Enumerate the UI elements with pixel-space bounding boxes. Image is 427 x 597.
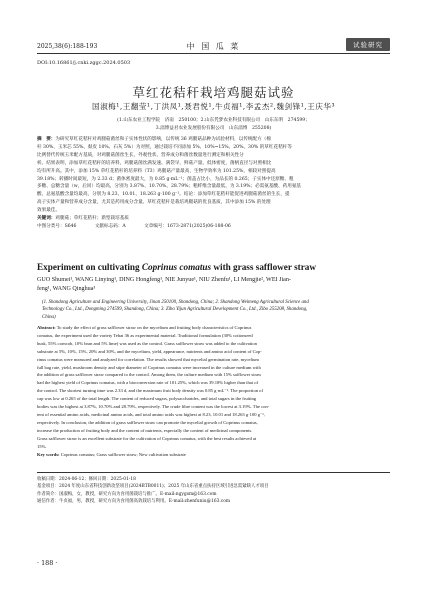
abstract-en-line: substrate at 5%, 10%, 15%, 20% and 30%, and the mycelium, yield, appearance, nutrients and amino acid content of Cop-	[37, 348, 262, 354]
abstract-en-label: Abstract:	[37, 325, 56, 330]
abstract-cn-line: 为研究草红花秸秆对鸡腿菇菌丝和子实体性状的影响，以传统 36 鸡腿菇品种为试验材料，以传统配方（棉	[55, 137, 271, 142]
title-en-prefix: Experiment on cultivating	[37, 262, 142, 272]
abstract-en	[37, 324, 390, 458]
abstract-en-line: rinus comatus were measured and analyzed for correlation. The results showed that mycelial germination rate, mycelium	[37, 356, 259, 362]
abstract-cn-line: 39.18%；转播时间最短，为 2.33 d；菌体密度最大，为 0.85 g·mL⁻¹；菌盖占比小，为品长的 0.265；子实体中还原糖、粗	[37, 176, 294, 182]
footnote-funding: 基金项目：2024 年度山东省科技创新攻坚项目(2024BTB0011)；2025 年山东省重点扶持区域引进急需紧缺人才项目	[37, 484, 269, 490]
abstract-en-line: tent of essential amino acids, medicinal amino acids, and total amino acids was highest at 8.23, 10.01 and 18.263 g·100 g⁻¹,	[37, 411, 265, 417]
abstract-cn-line: 均有所升高。其中，添加 15% 草红花秸秆的培养料（T3）鸡腿菇产量最高，生物学效率为 101.25%，相较对照提高	[37, 168, 276, 174]
abstract-cn-line: 析。结果表明，添加草红花秸秆的培养料，鸡腿菇菌丝满发速、满袋早，鲜菇产量、低体密度，菌柄直径与对照相比	[37, 160, 272, 166]
abstract-cn-line: 秆 30%、玉米芯 55%、麸皮 10%、石灰 5%）为对照，通过栽培不同添加 5%、10%~15%、20%、30% 的草红花秸秆等	[37, 144, 292, 150]
header-rule	[37, 53, 390, 54]
footnote-corresponding: 通信作者：牛贞福，男，教授，研究方向为食用菌高效栽培与利用。E-mail:zhenfuniu@163.com	[37, 499, 231, 505]
abstract-cn-label: 摘 要：	[37, 137, 56, 142]
abstract-en-line: increase the production of fruiting body and the content of nutrients, especially the content of medicinal components.	[37, 427, 253, 433]
abstract-cn-line: 高子实体产量和营养成分含量，尤其是药用成分含量。草红花秸秆是栽培鸡腿菇的优良基质，其中添加 15% 的处理	[37, 200, 271, 206]
footnote-author: 作者简介：国淑梅，女，教授，研究方向为食用菌栽培与推广。E-mail:ngygsm@163.com	[37, 491, 217, 497]
affiliation-cn-2: 3.淄博益君农业发展股份有限公司 山东淄博 255208)	[155, 126, 272, 131]
authors-en-line: GUO Shumei¹, WANG Linying¹, DING Hongfeng¹, NIE Junyue¹, NIU Zhenfu¹, LI Mengjie², WEI Jian-	[37, 277, 291, 283]
doi: DOI:10.16861/j.cnki.zggc.2024.0503	[37, 60, 131, 66]
abstract-en-line: the control. The shortest turning time was 2.33 d, and the maximum fruit body density was 0.85 g·mL⁻¹. The proportion of	[37, 388, 264, 394]
title-cn: 草红花秸秆栽培鸡腿菇试验	[132, 85, 295, 100]
affiliation-en-line: (1. Shandong Agriculture and Engineering University, Jinan 250100, Shandong, China; 2. Shandong Weimeng Agricultural Science and	[42, 300, 309, 305]
abstract-en-line: cap was low at 0.265 of the total length. The content of reduced sugars, polysaccharides, and total sugars in the fruiting	[37, 396, 257, 402]
keywords-cn-label: 关键词：	[37, 216, 56, 222]
journal-name: 中 国 瓜 菜	[186, 42, 241, 51]
keywords-en: Coprinus comatus; Grass safflower straw; New cultivation substrate	[59, 451, 186, 457]
journal-reference: 2025,38(6):188-193	[37, 43, 98, 50]
abstract-en-line: To study the effect of grass safflower straw on the mycelium and fruiting body characteristics of Coprinus	[55, 325, 252, 330]
keywords-en-label: Key words:	[37, 451, 60, 457]
abstract-en-line: bodies was the highest at 3.87%, 10.70% and 28.79%, respectively. The crude fibre content was the lowest at 3.19%. The con-	[37, 404, 270, 410]
abstract-cn	[37, 136, 390, 231]
footnote-rule	[37, 472, 390, 473]
title-en-suffix: with grass safflower straw	[211, 262, 317, 272]
title-en-species: Coprinus comatus	[141, 262, 212, 272]
title-en	[37, 262, 316, 272]
abstract-cn-line: 效果最佳。	[37, 208, 60, 214]
abstract-en-line: Grass safflower straw is an excellent substrate for the cultivation of Coprinus comatus, with the best results achieved at	[37, 435, 257, 441]
abstract-en-line: comatus, the experiment used the variety Tebai 36 as experimental material. Traditional formulation (30% cottonseed	[37, 332, 253, 338]
abstract-en-line: full bag rate, yield, mushroom density and stipe diameter of Coprinus comatus were increased in the culture medium with	[37, 364, 261, 370]
classification-cn: 中图分类号：S646 文献标志码：A 文章编号：1673-2871(2025)06-188-06	[37, 223, 231, 229]
authors-en	[37, 276, 390, 295]
affiliation-en-line: Technology Co., Ltd., Dongming 274599, Shandong, China; 3. Zibo Yijun Agricultural Development Co., Ltd., Zibo 255208, Shandong,	[42, 307, 308, 313]
abstract-en-line: had the highest yield of Coprinus comatus, with a bioconversion rate of 101.25%, which was 39.18% higher than that of	[37, 380, 259, 386]
abstract-en-line: respectively. In conclusion, the addition of grass safflower straw can promote the mycelial growth of Coprinus comatus,	[37, 419, 258, 425]
abstract-en-line: 15%.	[37, 443, 47, 449]
authors-en-line: feng¹, WANG Qinghua³	[37, 286, 96, 293]
section-badge: 试验研究	[346, 38, 390, 51]
footnote-received: 收稿日期：2024-06-12；修回日期：2025-01-18	[37, 477, 136, 482]
abstract-en-line: the addition of grass safflower straw compared to the control. Among them, the culture medium with 15% safflower straw	[37, 372, 262, 378]
footnotes	[37, 476, 390, 506]
affiliations-en	[42, 299, 382, 321]
abstract-cn-line: 多糖、总糖含量（w，后同）均最高，分别为 3.87%、10.70%、28.79%；粗纤维含量最低，为 3.19%；必需氨基酸、药用氨基	[37, 184, 302, 190]
authors-cn: 国淑梅¹,王翻莹¹,丁洪凤¹,聂君悦¹,牛贞福¹,李孟杰²,魏剑锋¹,王庆华³	[92, 102, 335, 111]
affiliation-cn-1: (1.山东农业工程学院 济南 250100；2.山东凭梦农业科技有限公司 山东东明 274599；	[117, 118, 310, 123]
page-number: · 188 ·	[37, 559, 58, 567]
abstract-cn-line: 比例替代传统玉米配方基质，对鸡腿菇菌丝生长、外观性状、营养成分和菌丝数量进行测定和相关性分	[37, 152, 244, 158]
keywords-cn: 鸡腿菇；草红花秸秆；新型栽培基质	[55, 216, 129, 222]
abstract-en-line: husk, 55% corncob, 10% bran and 5% lime) was used as the control. Grass safflower straw was added to the cultivation	[37, 340, 257, 346]
abstract-cn-line: 酸、总氨基酸含量均最高，分别为 8.23、10.01、18.263 g·100 g⁻¹。结论：添加草红花秸秆能促进鸡腿菇菌丝的生长，提	[37, 192, 290, 198]
affiliation-en-line: China)	[42, 314, 56, 320]
